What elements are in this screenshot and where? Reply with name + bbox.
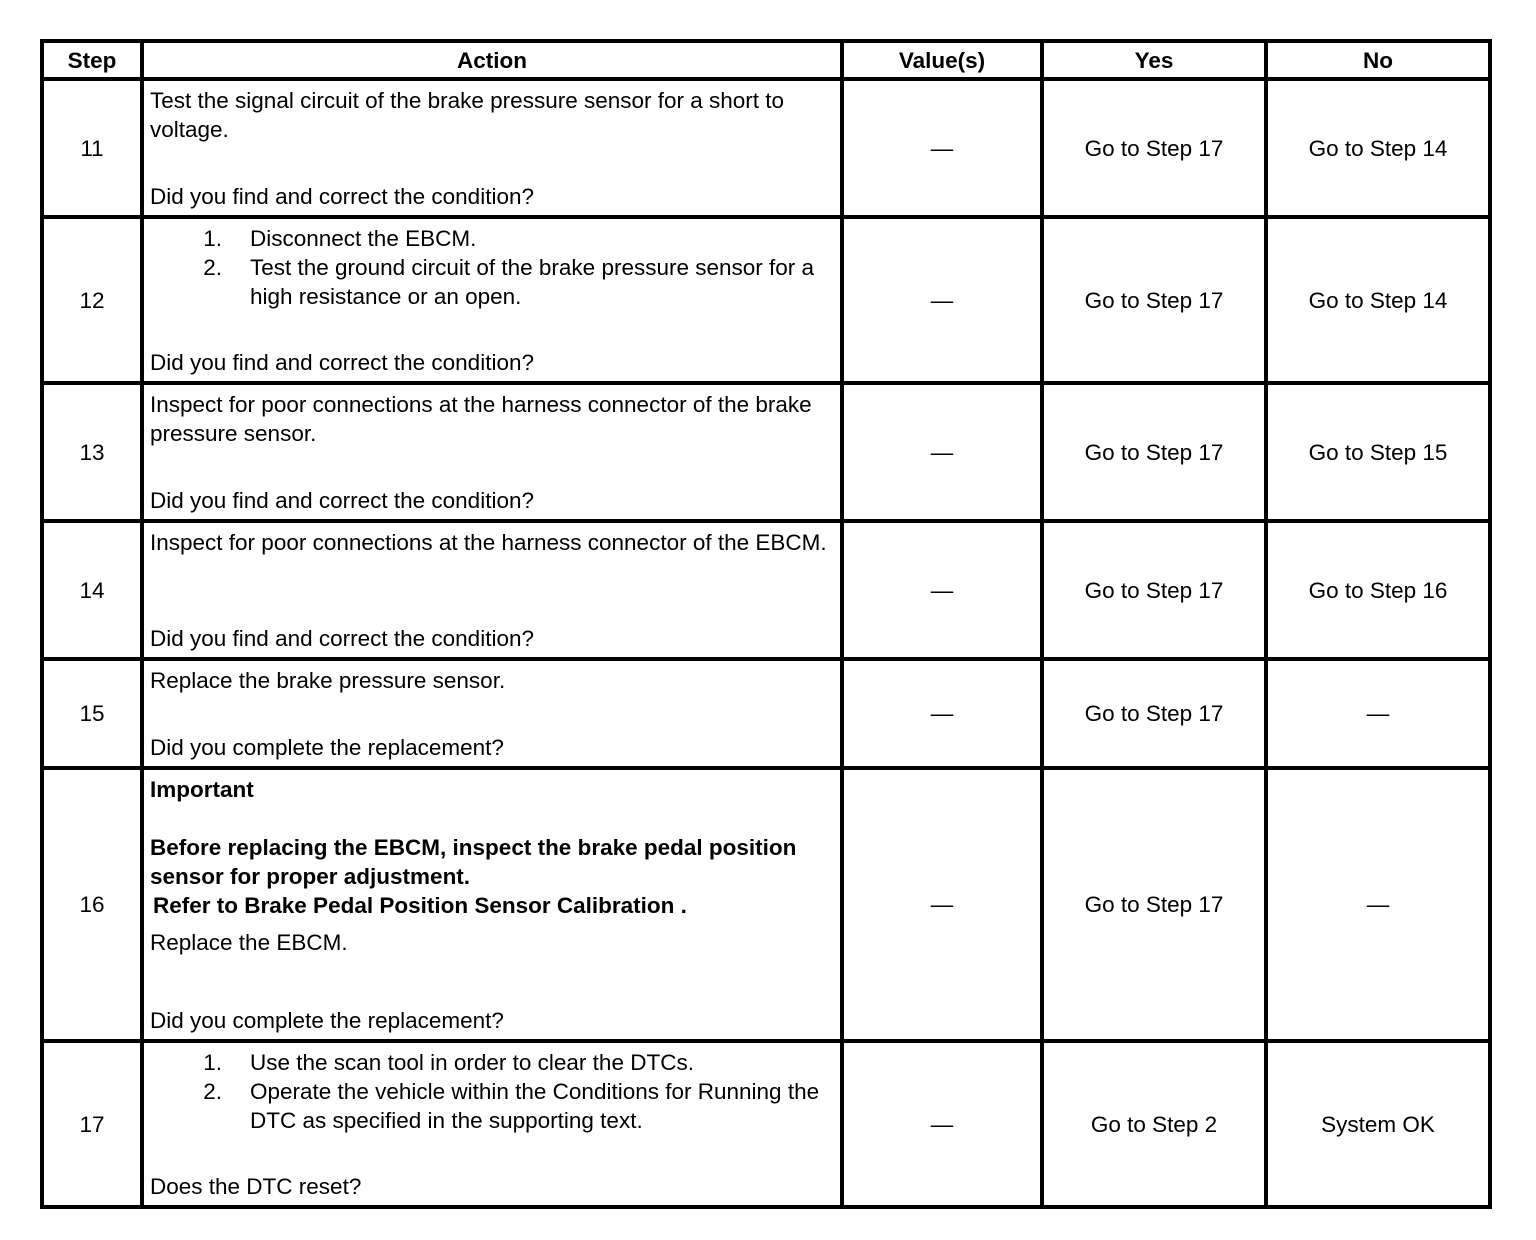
list-number: 2. xyxy=(203,1078,222,1104)
question-text: Did you find and correct the condition? xyxy=(150,487,534,513)
header-yes: Yes xyxy=(1042,41,1266,79)
no-cell: Go to Step 16 xyxy=(1266,521,1490,659)
action-cell xyxy=(142,659,842,768)
question-text: Did you find and correct the condition? xyxy=(150,183,534,209)
action-text: Inspect for poor connections at the harness connector of the brake pressure sensor. xyxy=(150,391,812,446)
list-text: Operate the vehicle within the Conditions for Running the DTC as specified in the supporting text. xyxy=(250,1078,820,1133)
no-cell: Go to Step 15 xyxy=(1266,383,1490,521)
important-text: Before replacing the EBCM, inspect the brake pedal position sensor for proper adjustment. xyxy=(150,834,797,889)
action-text: Replace the EBCM. xyxy=(150,929,348,955)
step-number: 11 xyxy=(42,79,142,217)
yes-cell: Go to Step 17 xyxy=(1042,217,1266,383)
header-values: Value(s) xyxy=(842,41,1042,79)
step-number: 17 xyxy=(42,1041,142,1207)
list-number: 1. xyxy=(203,225,222,251)
action-cell xyxy=(142,768,842,1041)
no-cell: System OK xyxy=(1266,1041,1490,1207)
step-number: 13 xyxy=(42,383,142,521)
action-text: Replace the brake pressure sensor. xyxy=(150,667,506,693)
value-cell: — xyxy=(842,79,1042,217)
step-number: 16 xyxy=(42,768,142,1041)
diagnostic-table xyxy=(40,39,1492,1209)
question-text: Did you complete the replacement? xyxy=(150,1007,504,1033)
action-cell xyxy=(142,521,842,659)
no-cell: Go to Step 14 xyxy=(1266,217,1490,383)
yes-cell: Go to Step 17 xyxy=(1042,79,1266,217)
list-text: Disconnect the EBCM. xyxy=(250,225,477,251)
table-row xyxy=(42,768,1490,1041)
question-text: Does the DTC reset? xyxy=(150,1173,362,1199)
table-row xyxy=(42,659,1490,768)
action-text: Test the signal circuit of the brake pressure sensor for a short to voltage. xyxy=(150,87,785,142)
list-item xyxy=(150,253,834,311)
value-cell: — xyxy=(842,768,1042,1041)
question-text: Did you find and correct the condition? xyxy=(150,349,534,375)
header-row xyxy=(42,41,1490,79)
list-item xyxy=(150,1077,834,1135)
list-item xyxy=(150,1048,834,1077)
important-reference: Refer to Brake Pedal Position Sensor Calibration . xyxy=(153,892,687,918)
table-row xyxy=(42,217,1490,383)
value-cell: — xyxy=(842,383,1042,521)
value-cell: — xyxy=(842,217,1042,383)
header-step: Step xyxy=(42,41,142,79)
question-text: Did you complete the replacement? xyxy=(150,734,504,760)
no-cell: Go to Step 14 xyxy=(1266,79,1490,217)
step-number: 12 xyxy=(42,217,142,383)
no-cell: — xyxy=(1266,659,1490,768)
no-cell: — xyxy=(1266,768,1490,1041)
list-item xyxy=(150,224,834,253)
table-row xyxy=(42,1041,1490,1207)
list-number: 2. xyxy=(203,254,222,280)
action-cell xyxy=(142,217,842,383)
action-cell xyxy=(142,79,842,217)
table-row xyxy=(42,79,1490,217)
yes-cell: Go to Step 2 xyxy=(1042,1041,1266,1207)
action-list xyxy=(150,1048,834,1135)
action-list xyxy=(150,224,834,311)
list-text: Use the scan tool in order to clear the DTCs. xyxy=(250,1049,694,1075)
yes-cell: Go to Step 17 xyxy=(1042,768,1266,1041)
table-row xyxy=(42,521,1490,659)
yes-cell: Go to Step 17 xyxy=(1042,383,1266,521)
value-cell: — xyxy=(842,659,1042,768)
step-number: 14 xyxy=(42,521,142,659)
yes-cell: Go to Step 17 xyxy=(1042,521,1266,659)
question-text: Did you find and correct the condition? xyxy=(150,625,534,651)
important-note xyxy=(150,775,834,957)
action-text: Inspect for poor connections at the harness connector of the EBCM. xyxy=(150,529,827,555)
table-row xyxy=(42,383,1490,521)
value-cell: — xyxy=(842,1041,1042,1207)
action-cell xyxy=(142,383,842,521)
header-no: No xyxy=(1266,41,1490,79)
action-cell xyxy=(142,1041,842,1207)
header-action: Action xyxy=(142,41,842,79)
list-number: 1. xyxy=(203,1049,222,1075)
important-title: Important xyxy=(150,776,254,802)
value-cell: — xyxy=(842,521,1042,659)
list-text: Test the ground circuit of the brake pressure sensor for a high resistance or an open. xyxy=(250,254,815,309)
step-number: 15 xyxy=(42,659,142,768)
yes-cell: Go to Step 17 xyxy=(1042,659,1266,768)
